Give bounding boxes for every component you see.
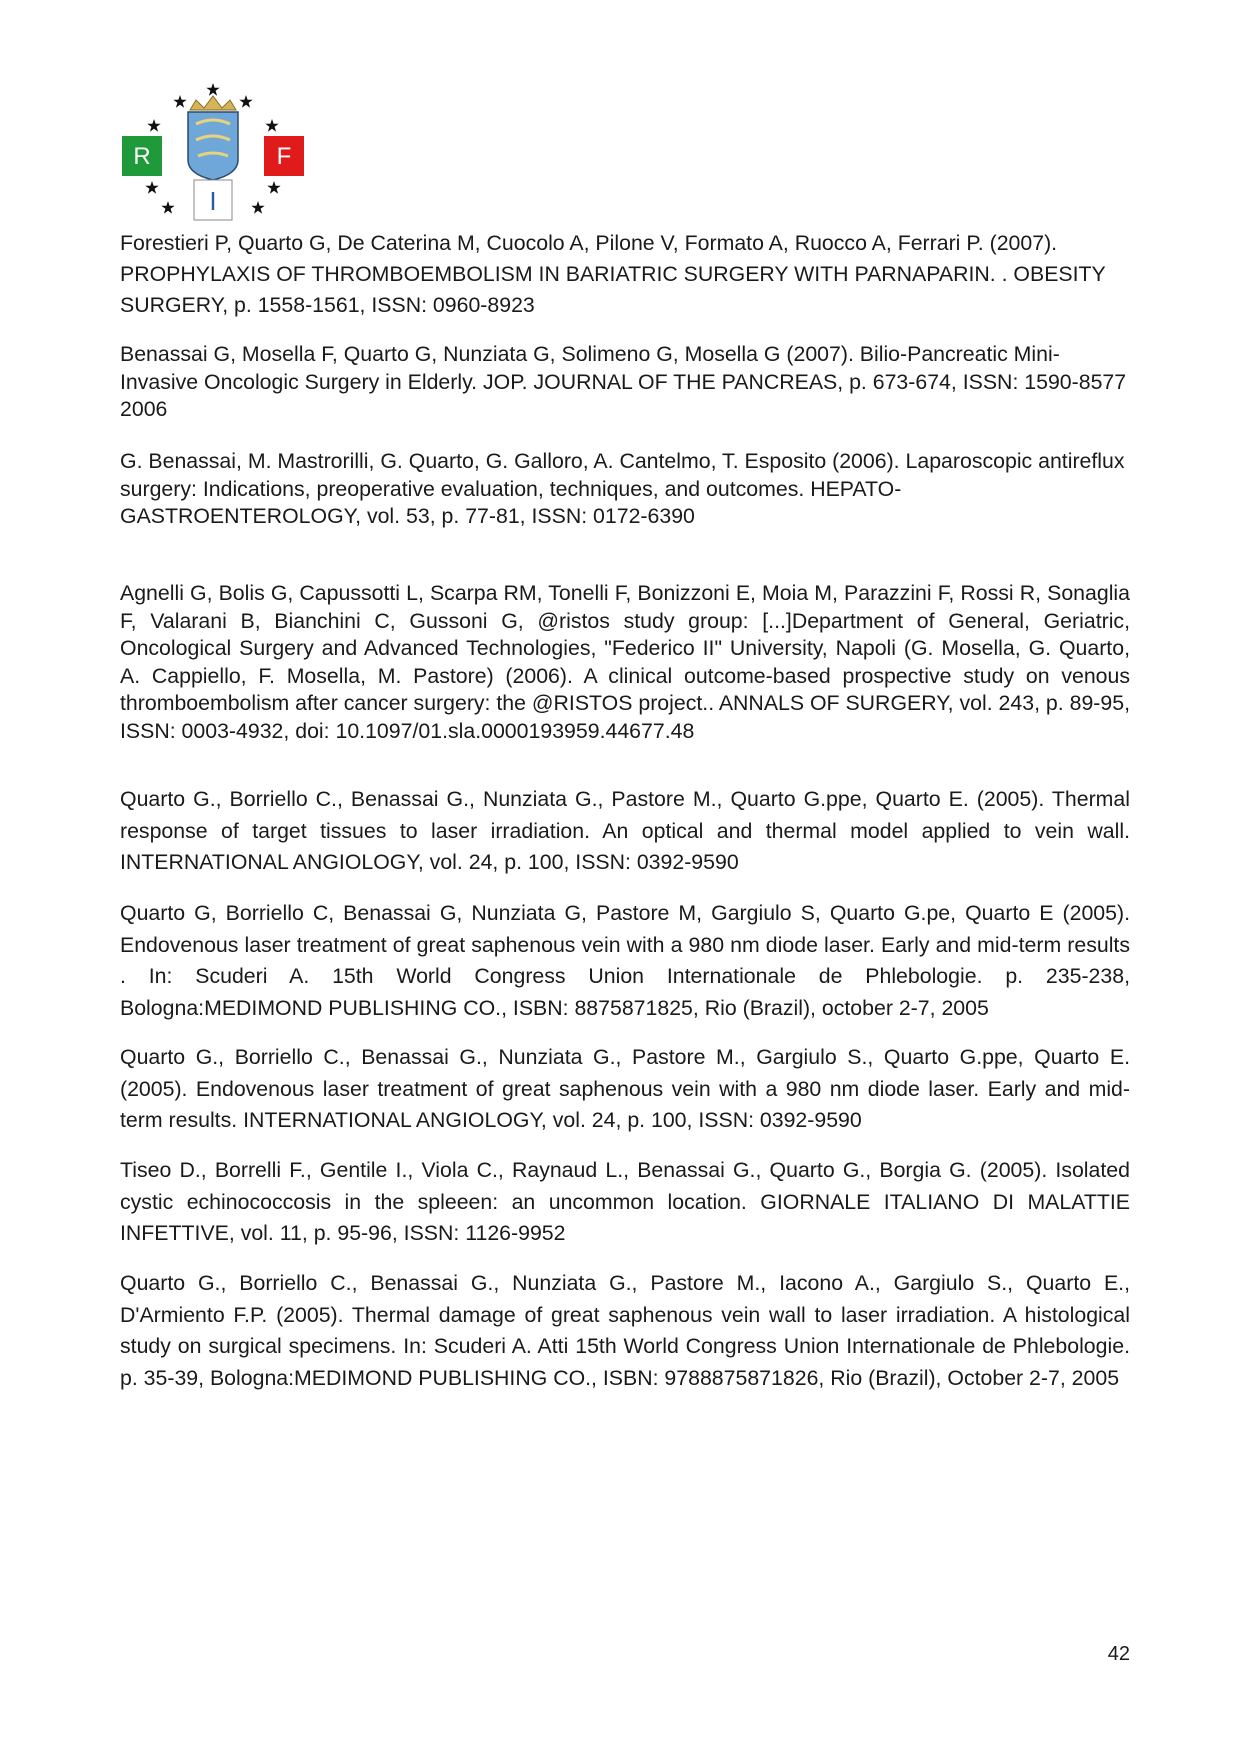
publication-entry-3: G. Benassai, M. Mastrorilli, G. Quarto, G. Galloro, A. Cantelmo, T. Esposito (2006). Laparoscopic antireflux surgery: Indications, preoperative evaluation, techniques, and outcomes. HEPATO-GASTROENTEROLOGY, vol. 53, p. 77-81, ISSN: 0172-6390 <box>120 449 1125 528</box>
publication-entry-6: Quarto G, Borriello C, Benassai G, Nunziata G, Pastore M, Gargiulo S, Quarto G.pe, Quarto E (2005). Endovenous laser treatment of great saphenous vein with a 980 nm diode laser. Early and mid-term results . In: Scuderi A. 15th World Congress Union Internationale de Phlebologie. p. 235-238, Bologna:MEDIMOND PUBLISHING CO., ISBN: 8875871825, Rio (Brazil), october 2-7, 2005 <box>120 901 1130 1020</box>
logo-letter-r: R <box>133 143 151 170</box>
publication-entry-4: Agnelli G, Bolis G, Capussotti L, Scarpa RM, Tonelli F, Bonizzoni E, Moia M, Parazzini F, Rossi R, Sonaglia F, Valarani B, Bianchini C, Gussoni G, @ristos study group: [...]Department of General, Geriatric, Oncological Surgery and Advanced Technologies, "Federico II" University, Napoli (G. Mosella, G. Quarto, A. Cappiello, F. Mosella, M. Pastore) (2006). A clinical outcome-based prospective study on venous thromboembolism after cancer surgery: the @RISTOS project.. ANNALS OF SURGERY, vol. 243, p. 89-95, ISSN: 0003-4932, doi: 10.1097/01.sla.0000193959.44677.48 <box>120 581 1130 743</box>
publication-entry-9: Quarto G., Borriello C., Benassai G., Nunziata G., Pastore M., Iacono A., Gargiulo S., Quarto E., D'Armiento F.P. (2005). Thermal damage of great saphenous vein wall to laser irradiation. A histological study on surgical specimens. In: Scuderi A. Atti 15th World Congress Union Internationale de Phlebologie. p. 35-39, Bologna:MEDIMOND PUBLISHING CO., ISBN: 9788875871826, Rio (Brazil), October 2-7, 2005 <box>120 1271 1130 1390</box>
publication-entry-8: Tiseo D., Borrelli F., Gentile I., Viola C., Raynaud L., Benassai G., Quarto G., Borgia G. (2005). Isolated cystic echinococcosis in the spleeen: an uncommon location. GIORNALE ITALIANO DI MALATTIE INFETTIVE, vol. 11, p. 95-96, ISSN: 1126-9952 <box>120 1158 1130 1245</box>
publication-entry-7: Quarto G., Borriello C., Benassai G., Nunziata G., Pastore M., Gargiulo S., Quarto G.ppe, Quarto E. (2005). Endovenous laser treatment of great saphenous vein with a 980 nm diode laser. Early and mid-term results. INTERNATIONAL ANGIOLOGY, vol. 24, p. 100, ISSN: 0392-9590 <box>120 1045 1130 1132</box>
publication-entry-2: Benassai G, Mosella F, Quarto G, Nunziata G, Solimeno G, Mosella G (2007). Bilio-Pancreatic Mini-Invasive Oncologic Surgery in Elderly. JOP. JOURNAL OF THE PANCREAS, p. 673-674, ISSN: 1590-8577 2006 <box>120 342 1127 421</box>
rif-logo <box>118 80 308 230</box>
publication-entry-5: Quarto G., Borriello C., Benassai G., Nunziata G., Pastore M., Quarto G.ppe, Quarto E. (2005). Thermal response of target tissues to laser irradiation. An optical and thermal model applied to vein wall. INTERNATIONAL ANGIOLOGY, vol. 24, p. 100, ISSN: 0392-9590 <box>120 787 1130 874</box>
page-number: 42 <box>1107 1643 1130 1665</box>
publication-entry-1: Forestieri P, Quarto G, De Caterina M, Cuocolo A, Pilone V, Formato A, Ruocco A, Ferrari P. (2007). PROPHYLAXIS OF THROMBOEMBOLISM IN BARIATRIC SURGERY WITH PARNAPARIN. . OBESITY SURGERY, p. 1558-1561, ISSN: 0960-8923 <box>120 231 1106 317</box>
logo-letter-i: I <box>209 186 217 216</box>
logo-letter-f: F <box>276 143 292 170</box>
